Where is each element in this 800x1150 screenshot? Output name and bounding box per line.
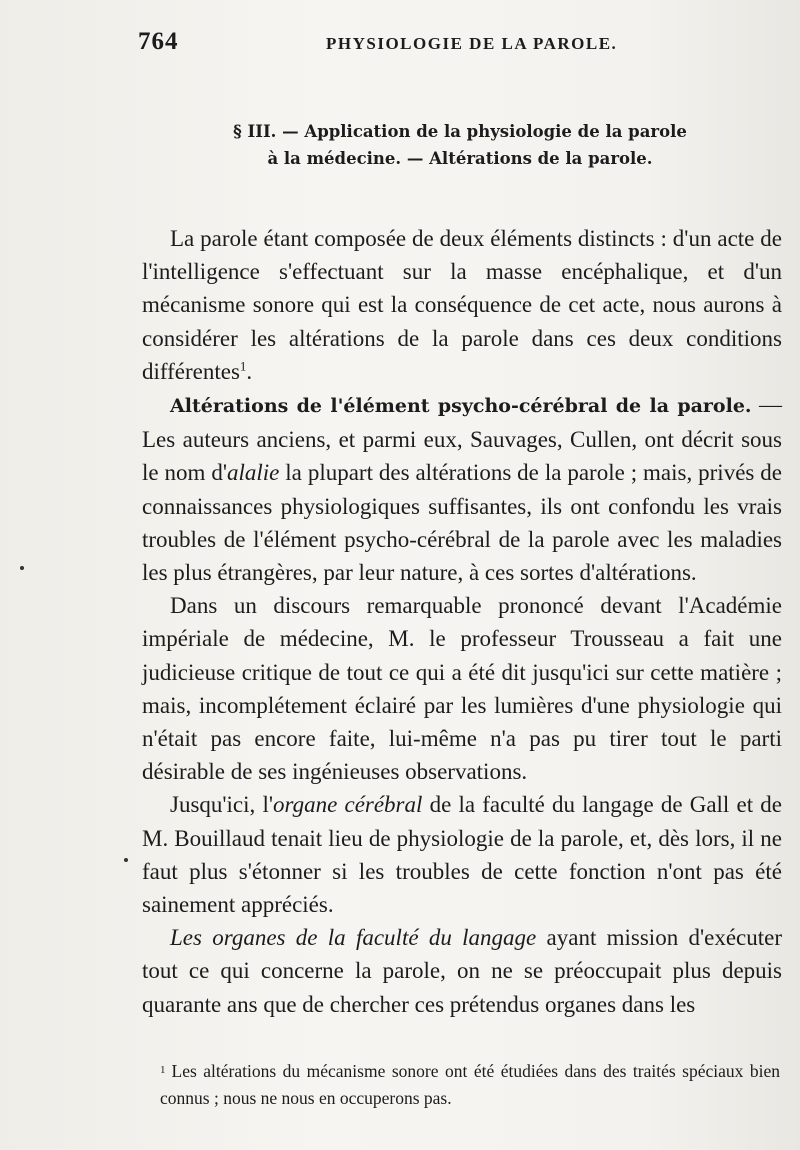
paragraph-3 [142, 589, 782, 788]
footnote [160, 1057, 780, 1112]
paragraph-1 [142, 222, 782, 388]
paragraph-4-text-b: de la faculté du langage de Gall et de M. Bouillaud tenait lieu de physiologie de la parole, et, dès lors, il ne faut plus s'étonner si les troubles de cette fonction n'ont pas été sainement appréciés. [142, 792, 782, 918]
footnote-mark: 1 [160, 1064, 166, 1076]
italic-term-organes: Les organes de la faculté du langage [170, 925, 537, 951]
run-in-heading: Altérations de l'élément psycho-cérébral de la parole. [170, 395, 752, 418]
paragraph-1-text: La parole étant composée de deux éléments distincts : d'un acte de l'intelligence s'effectuant sur la masse encéphalique, et d'un mécanisme sonore qui est la conséquence de cet acte, nous aurons à considérer les altérations de la parole dans ces deux conditions différentes [142, 226, 782, 384]
stray-dot [20, 566, 24, 570]
body-text [142, 222, 782, 1021]
section-heading-line-1: § III. — Application de la physiologie de la parole [233, 122, 687, 141]
stray-dot [124, 858, 128, 862]
footnote-reference: 1 [239, 358, 247, 374]
italic-term-organe: organe cérébral [273, 792, 423, 818]
footnote-text: Les altérations du mécanisme sonore ont été étudiées dans des traités spéciaux bien connus ; nous ne nous en occuperons pas. [160, 1061, 780, 1108]
paragraph-1-end: . [246, 358, 253, 384]
italic-term-alalie: alalie [226, 460, 280, 486]
paragraph-3-text: Dans un discours remarquable prononcé devant l'Académie impériale de médecine, M. le professeur Trousseau a fait une judicieuse critique de tout ce qui a été dit jusqu'ici sur cette matière ; mais, incomplétement éclairé par les lumières d'une physiologie qui n'était pas encore faite, lui-même n'a pas pu tirer tout le parti désirable de ses ingénieuses observations. [142, 593, 782, 785]
paragraph-2-text-b: la plupart des altérations de la parole ; mais, privés de connaissances physiologiques suffisantes, ils ont confondu les vrais troubles de l'élément psycho-cérébral de la parole avec les maladies les plus étrangères, par leur nature, à ces sortes d'altérations. [142, 460, 782, 586]
paragraph-4-text-a: Jusqu'ici, l' [170, 792, 273, 818]
section-heading-line-2: à la médecine. — Altérations de la parole. [267, 149, 653, 168]
paragraph-4 [142, 788, 782, 921]
running-title: PHYSIOLOGIE DE LA PAROLE. [326, 34, 618, 53]
paragraph-5 [142, 921, 782, 1021]
paragraph-5-text: ayant mission d'exécuter tout ce qui concerne la parole, on ne se préoccupait plus depuis quarante ans que de chercher ces prétendus organes dans les [142, 925, 783, 1017]
paragraph-2-text-a: — Les auteurs anciens, et parmi eux, Sauvages, Cullen, ont décrit sous le nom d' [142, 392, 782, 486]
running-head [138, 28, 778, 60]
page-number: 764 [138, 28, 179, 55]
section-heading [150, 118, 770, 172]
paragraph-2 [142, 388, 782, 589]
